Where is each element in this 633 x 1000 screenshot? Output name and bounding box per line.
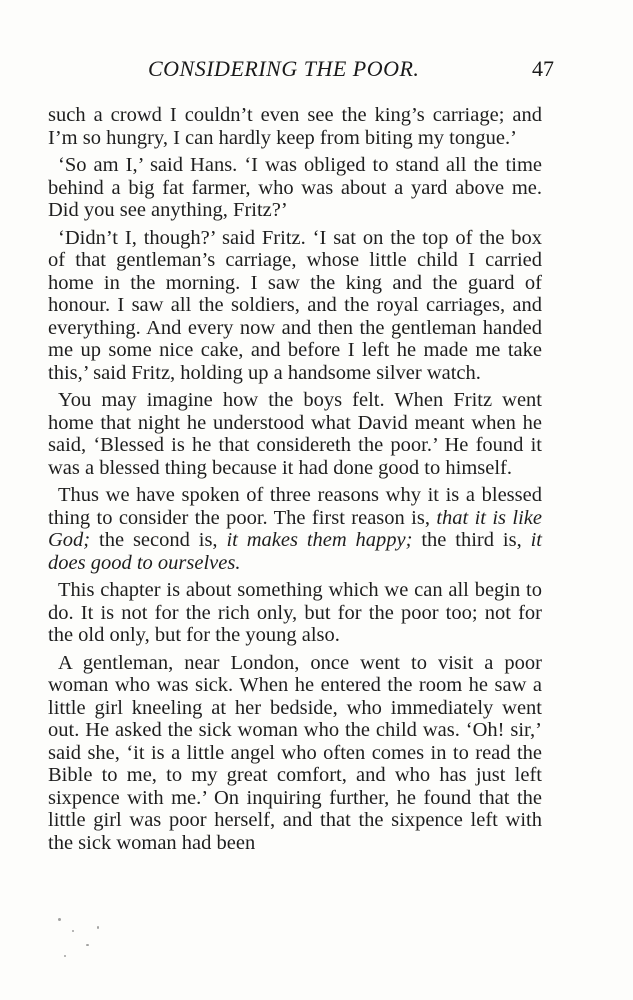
paragraph-3 bbox=[48, 227, 542, 385]
emphasis-text: that it is like God; bbox=[48, 506, 542, 551]
paragraph-text: the third is, bbox=[412, 529, 531, 551]
emphasis-text: it does good to ourselves. bbox=[48, 529, 542, 574]
page-number: 47 bbox=[532, 56, 554, 81]
body-text bbox=[48, 104, 542, 859]
paragraph-text: such a crowd I couldn’t even see the king’s carriage; and I’m so hungry, I can hardly keep from biting my tongue.’ bbox=[48, 104, 542, 149]
paragraph-text: A gentleman, near London, once went to visit a poor woman who was sick. When he entered the room he saw a little girl kneeling at her bedside, who immediately went out. He asked the sick woman who the child was. ‘Oh! sir,’ said she, ‘it is a little angel who often comes in to read the Bible to me, to my great comfort, and who has just left sixpence with me.’ On inquiring further, he found that the little girl was poor herself, and that the sixpence left with the sick woman had been bbox=[48, 651, 542, 854]
print-speck bbox=[86, 944, 89, 946]
running-title: CONSIDERING THE POOR. bbox=[148, 56, 420, 81]
paragraph-text: You may imagine how the boys felt. When Fritz went home that night he understood what David meant when he said, ‘Blessed is he that considereth the poor.’ He found it was a blessed thing because it had done good to himself. bbox=[48, 389, 542, 479]
paragraph-text: This chapter is about something which we can all begin to do. It is not for the rich only, but for the poor too; not for the old only, but for the young also. bbox=[48, 579, 542, 646]
paragraph-7 bbox=[48, 652, 542, 855]
print-speck bbox=[72, 930, 74, 932]
paragraph-text: the second is, bbox=[90, 529, 227, 551]
print-speck bbox=[97, 926, 99, 929]
paragraph-text: ‘So am I,’ said Hans. ‘I was obliged to stand all the time behind a big fat farmer, who was about a yard above me. Did you see anything, Fritz?’ bbox=[48, 154, 542, 221]
paragraph-text: ‘Didn’t I, though?’ said Fritz. ‘I sat on the top of the box of that gentleman’s carriage, whose little child I carried home in the morning. I saw the king and the guard of honour. I saw all the soldiers, and the royal carriages, and everything. And every now and then the gentleman handed me up some nice cake, and before I left he made me take this,’ said Fritz, holding up a handsome silver watch. bbox=[48, 226, 542, 384]
emphasis-text: it makes them happy; bbox=[226, 529, 413, 551]
paragraph-4 bbox=[48, 389, 542, 479]
paragraph-2 bbox=[48, 154, 542, 222]
page-header bbox=[48, 56, 554, 90]
paragraph-1 bbox=[48, 104, 542, 149]
print-speck bbox=[64, 955, 66, 957]
paragraph-5 bbox=[48, 484, 542, 574]
paragraph-6 bbox=[48, 579, 542, 647]
paragraph-text: Thus we have spoken of three reasons why it is a blessed thing to consider the poor. The first reason is, bbox=[48, 484, 542, 529]
print-speck bbox=[58, 918, 61, 921]
